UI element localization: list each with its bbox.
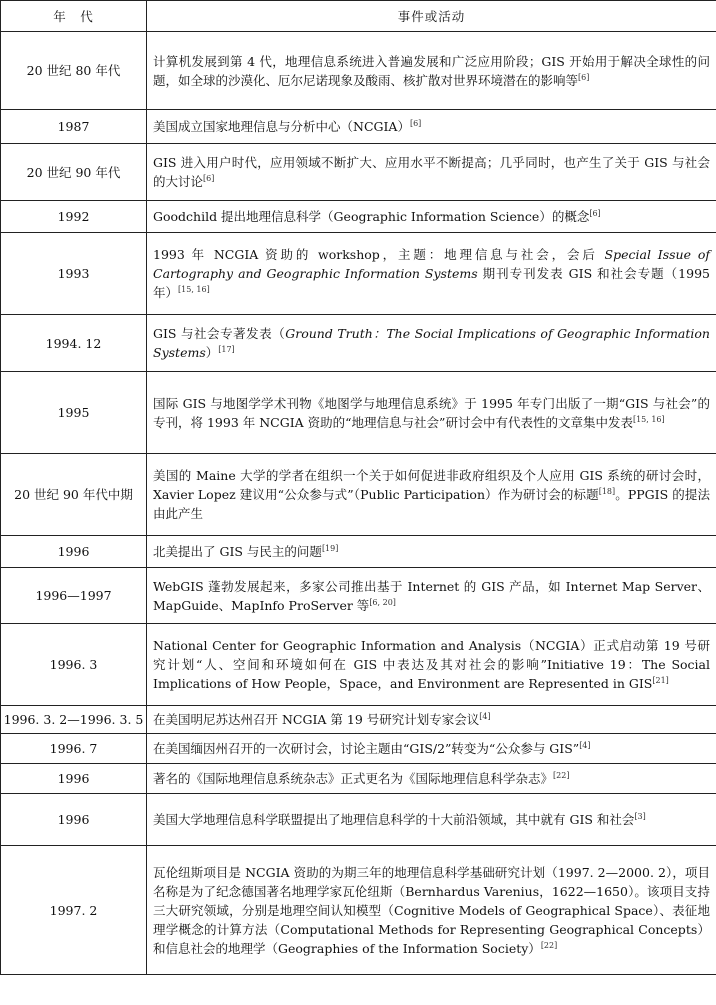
period-cell: 1987 — [1, 110, 147, 144]
period-cell: 1996 — [1, 764, 147, 794]
event-text: 国际 GIS 与地图学学术刊物《地图学与地理信息系统》于 1995 年专门出版了一期“GIS 与社会”的专刊，将 1993 年 NCGIA 资助的“地理信息与社会”研讨会中有代表性的文章集中发表 — [153, 395, 710, 430]
table-row — [1, 201, 716, 233]
event-cell — [147, 315, 716, 372]
event-cell — [147, 764, 716, 794]
citation-ref: [21] — [652, 675, 669, 685]
period-cell: 1996—1997 — [1, 568, 147, 624]
event-text: 著名的《国际地理信息系统杂志》正式更名为《国际地理信息科学杂志》 — [153, 771, 554, 786]
event-text: Special Issue of Cartography and Geographic Information Systems — [153, 247, 710, 281]
event-text: 在美国明尼苏达州召开 NCGIA 第 19 号研究计划专家会议 — [153, 712, 480, 727]
period-cell: 1996. 7 — [1, 734, 147, 764]
event-cell — [147, 568, 716, 624]
period-cell: 20 世纪 90 年代中期 — [1, 454, 147, 536]
event-cell — [147, 794, 716, 846]
citation-ref: [4] — [479, 711, 491, 721]
citation-ref: [6] — [589, 208, 601, 218]
table-row — [1, 110, 716, 144]
event-text: 美国的 Maine 大学的学者在组织一个关于如何促进非政府组织及个人应用 GIS 系统的研讨会时，Xavier Lopez 建议用“公众参与式”（Public Participation）作为研讨会的标题 — [153, 468, 710, 502]
citation-ref: [22] — [553, 770, 570, 780]
event-text: 北美提出了 GIS 与民主的问题 — [153, 544, 322, 559]
event-cell — [147, 110, 716, 144]
table-body — [1, 32, 716, 975]
table-row — [1, 233, 716, 315]
table-row — [1, 624, 716, 706]
citation-ref: [19] — [321, 543, 339, 553]
table-row — [1, 32, 716, 110]
period-cell: 1994. 12 — [1, 315, 147, 372]
table-row — [1, 764, 716, 794]
table-row — [1, 536, 716, 568]
event-cell — [147, 706, 716, 734]
event-cell — [147, 144, 716, 201]
event-text: Goodchild 提出地理信息科学（Geographic Information Science）的概念 — [153, 209, 590, 224]
period-cell: 1997. 2 — [1, 846, 147, 975]
event-cell — [147, 846, 716, 975]
event-cell — [147, 201, 716, 233]
citation-ref: [15, 16] — [632, 414, 665, 424]
event-text: WebGIS 蓬勃发展起来，多家公司推出基于 Internet 的 GIS 产品，如 Internet Map Server、MapGuide、MapInfo ProServer 等 — [153, 578, 710, 613]
period-cell: 1996. 3 — [1, 624, 147, 706]
event-column-header: 事件或活动 — [147, 1, 716, 32]
period-column-header: 年 代 — [1, 1, 147, 32]
table-row — [1, 315, 716, 372]
event-text: GIS 与社会专著发表（ — [153, 326, 286, 341]
period-cell: 1995 — [1, 372, 147, 454]
event-cell — [147, 454, 716, 536]
table-row — [1, 706, 716, 734]
citation-ref: [4] — [579, 740, 591, 750]
citation-ref: [6] — [409, 118, 422, 128]
table-row — [1, 454, 716, 536]
citation-ref: [3] — [634, 811, 646, 821]
citation-ref: [6] — [578, 72, 590, 82]
citation-ref: [6, 20] — [369, 597, 396, 607]
event-text: 美国成立国家地理信息与分析中心（NCGIA） — [153, 119, 410, 134]
table-header-row — [1, 1, 716, 32]
event-cell — [147, 372, 716, 454]
event-text: 期刊专刊发表 GIS 和社会专题（1995 年） — [153, 266, 710, 300]
event-text: ） — [205, 345, 219, 360]
table-row — [1, 372, 716, 454]
citation-ref: [17] — [218, 344, 235, 354]
event-text: 计算机发展到第 4 代，地理信息系统进入普遍发展和广泛应用阶段；GIS 开始用于解决全球性的问题，如全球的沙漠化、厄尔尼诺现象及酸雨、核扩散对世界环境潜在的影响等 — [153, 53, 710, 88]
period-cell: 1996 — [1, 794, 147, 846]
event-cell — [147, 624, 716, 706]
event-text: 1993 年 NCGIA 资助的 workshop，主题：地理信息与社会，会后 — [153, 247, 605, 262]
event-cell — [147, 32, 716, 110]
citation-ref: [15, 16] — [178, 284, 210, 294]
event-text: GIS 进入用户时代，应用领域不断扩大、应用水平不断提高；几乎同时，也产生了关于 GIS 与社会的大讨论 — [153, 155, 710, 189]
event-text: 在美国缅因州召开的一次研讨会，讨论主题由“GIS/2”转变为“公众参与 GIS” — [153, 741, 580, 756]
period-cell: 20 世纪 90 年代 — [1, 144, 147, 201]
citation-ref: [6] — [203, 173, 215, 183]
event-cell — [147, 734, 716, 764]
period-cell: 1996. 3. 2—1996. 3. 5 — [1, 706, 147, 734]
table-row — [1, 568, 716, 624]
event-text: National Center for Geographic Information and Analysis（NCGIA）正式启动第 19 号研究计划“人、空间和环境如何在 GIS 中表达及其对社会的影响”Initiative 19：The Social Implications of How People，Space，and Environment are Represented in GIS — [153, 638, 710, 691]
period-cell: 1996 — [1, 536, 147, 568]
citation-ref: [22] — [540, 940, 558, 950]
citation-ref: [18] — [598, 486, 616, 496]
table-row — [1, 846, 716, 975]
event-text: 。PPGIS 的提法由此产生 — [153, 487, 710, 521]
period-cell: 20 世纪 80 年代 — [1, 32, 147, 110]
event-cell — [147, 536, 716, 568]
period-cell: 1992 — [1, 201, 147, 233]
period-cell: 1993 — [1, 233, 147, 315]
table-row — [1, 794, 716, 846]
event-cell — [147, 233, 716, 315]
event-text: Ground Truth：The Social Implications of Geographic Information Systems — [153, 326, 710, 360]
table-row — [1, 144, 716, 201]
event-text: 瓦伦纽斯项目是 NCGIA 资助的为期三年的地理信息科学基础研究计划（1997. 2—2000. 2），项目名称是为了纪念德国著名地理学家瓦伦纽斯（Bernhardus Varenius，1622—1650）。该项目支持三大研究领域，分别是地理空间认知模型（Cognitive Models of Geographical Space）、表征地理学概念的计算方法（Computational Methods for Representing Geographical Concepts）和信息社会的地理学（Geographies of the Information Society） — [153, 864, 710, 956]
table-row — [1, 734, 716, 764]
event-text: 美国大学地理信息科学联盟提出了地理信息科学的十大前沿领域，其中就有 GIS 和社会 — [153, 812, 635, 827]
